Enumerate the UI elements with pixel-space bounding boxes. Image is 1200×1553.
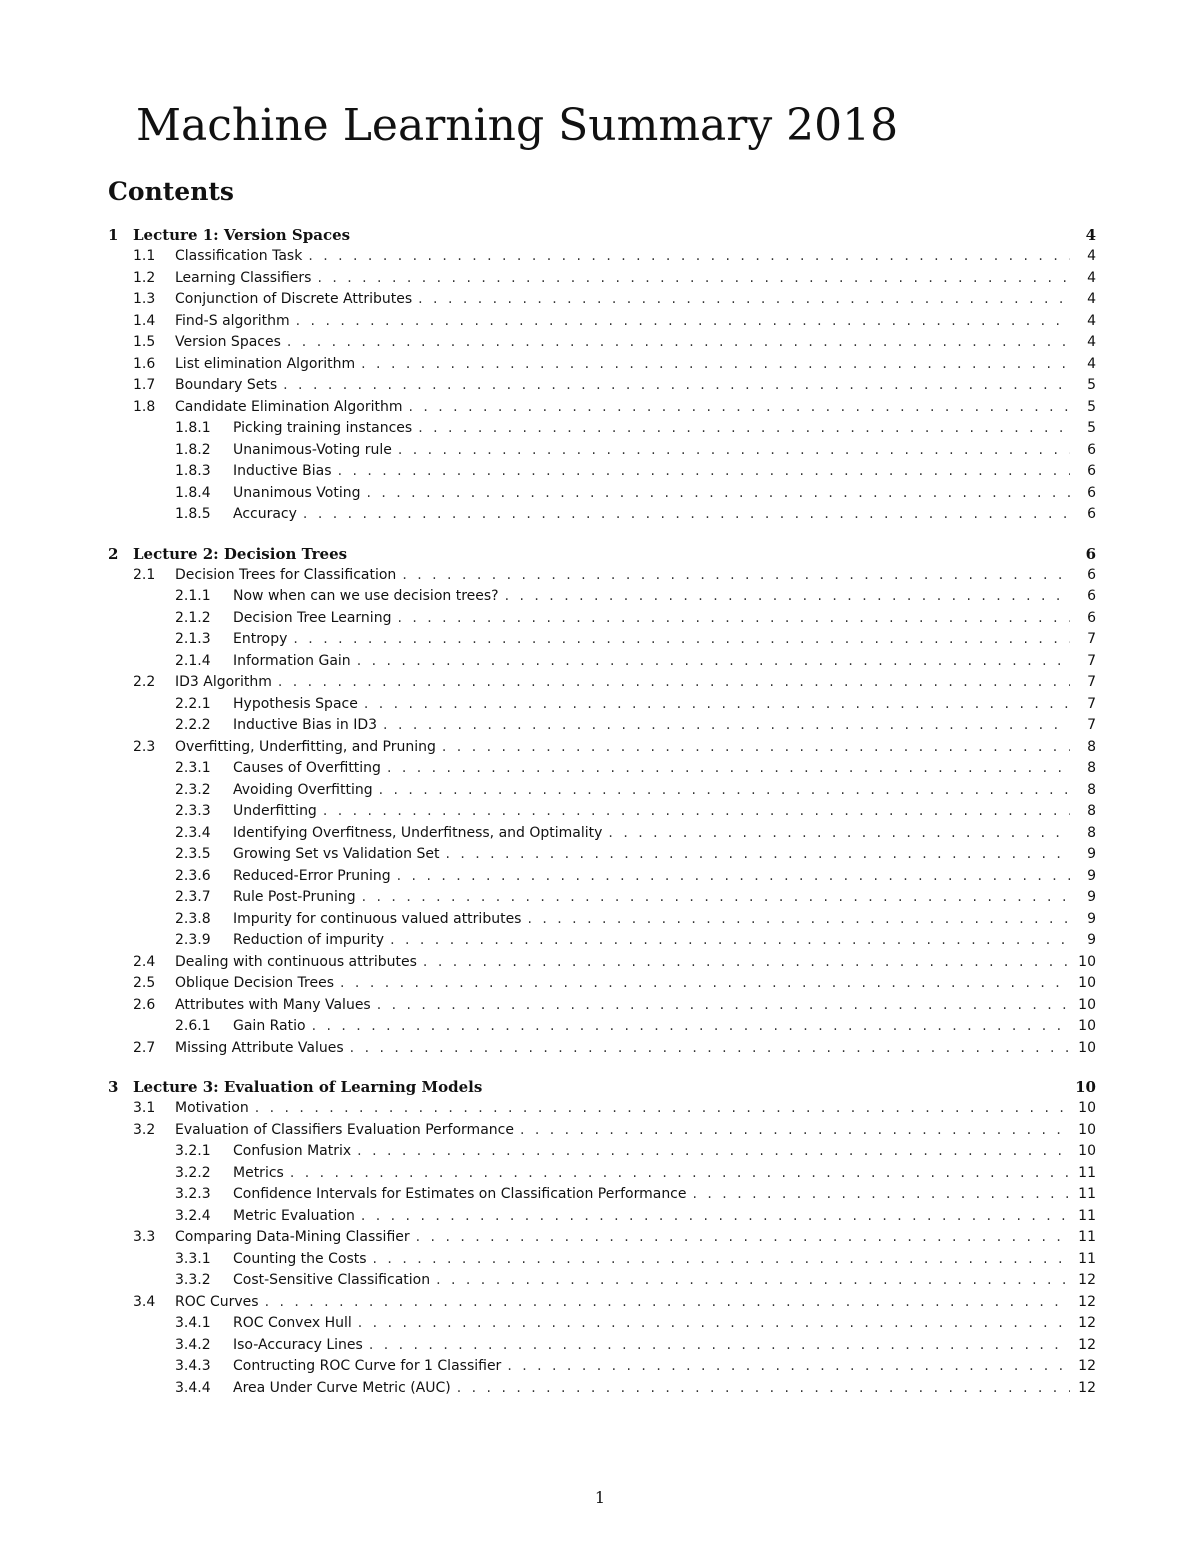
toc-entry-title[interactable]: Decision Trees for Classification bbox=[175, 566, 397, 583]
toc-dot-leader bbox=[693, 1184, 1071, 1206]
toc-entry-title[interactable]: Contructing ROC Curve for 1 Classifier bbox=[233, 1358, 502, 1374]
toc-entry-title[interactable]: Underfitting bbox=[233, 803, 317, 819]
toc-entry-page[interactable]: 10 bbox=[1078, 1121, 1096, 1138]
toc-entry-page[interactable]: 6 bbox=[1087, 506, 1096, 522]
toc-entry-page[interactable]: 10 bbox=[1075, 1078, 1096, 1096]
toc-dot-leader bbox=[397, 608, 1070, 630]
toc-entry-title[interactable]: Evaluation of Classifiers Evaluation Performance bbox=[175, 1121, 514, 1138]
toc-subsection-entry[interactable] bbox=[108, 672, 1096, 694]
toc-entry-number: 1.5 bbox=[133, 334, 156, 350]
toc-entry-number: 1.3 bbox=[133, 291, 156, 307]
toc-dot-leader bbox=[383, 715, 1070, 737]
toc-entry-title[interactable]: Lecture 1: Version Spaces bbox=[133, 226, 351, 244]
toc-subsubsection-entry[interactable] bbox=[108, 1335, 1096, 1357]
toc-dot-leader bbox=[457, 1378, 1070, 1400]
toc-entry-page[interactable]: 9 bbox=[1087, 889, 1096, 905]
toc-entry-page[interactable]: 11 bbox=[1078, 1250, 1096, 1267]
toc-subsubsection-entry[interactable] bbox=[108, 440, 1096, 462]
toc-dot-leader bbox=[255, 1098, 1070, 1120]
toc-subsection-entry[interactable] bbox=[108, 289, 1096, 311]
toc-subsection-entry[interactable] bbox=[108, 1120, 1096, 1142]
toc-entry-page[interactable]: 10 bbox=[1078, 1143, 1096, 1159]
toc-entry-title[interactable]: Classification Task bbox=[175, 248, 303, 264]
toc-subsection-entry[interactable] bbox=[108, 737, 1096, 759]
toc-entry-page[interactable]: 6 bbox=[1085, 544, 1096, 563]
toc-dot-leader bbox=[323, 801, 1070, 823]
toc-subsubsection-entry[interactable] bbox=[108, 1163, 1096, 1185]
toc-entry-number: 2.3.7 bbox=[175, 889, 211, 905]
toc-entry-title[interactable]: Unanimous Voting bbox=[233, 484, 361, 501]
toc-entry-number: 3.4.3 bbox=[175, 1358, 211, 1374]
toc-subsubsection-entry[interactable] bbox=[108, 1356, 1096, 1378]
toc-entry-title[interactable]: Version Spaces bbox=[175, 334, 281, 350]
toc-dot-leader bbox=[358, 1313, 1070, 1335]
toc-entry-number: 2.1.2 bbox=[175, 609, 211, 626]
toc-entry-number: 2.3.8 bbox=[175, 910, 211, 927]
toc-entry-page[interactable]: 8 bbox=[1087, 803, 1096, 819]
toc-entry-number: 1.8.1 bbox=[175, 420, 211, 436]
toc-dot-leader bbox=[505, 586, 1070, 608]
toc-entry-page[interactable]: 4 bbox=[1085, 226, 1096, 244]
toc-entry-page[interactable]: 10 bbox=[1078, 996, 1096, 1013]
toc-entry-number: 2.3.9 bbox=[175, 932, 211, 948]
toc-entry-page[interactable]: 5 bbox=[1087, 398, 1096, 415]
toc-subsection-entry[interactable] bbox=[108, 354, 1096, 376]
toc-subsubsection-entry[interactable] bbox=[108, 586, 1096, 608]
toc-entry-number: 3.2.2 bbox=[175, 1164, 211, 1181]
toc-entry-number: 1.8 bbox=[133, 398, 156, 415]
toc-dot-leader bbox=[312, 1016, 1070, 1038]
toc-subsection-entry[interactable] bbox=[108, 397, 1096, 419]
toc-dot-leader bbox=[377, 995, 1070, 1017]
toc-entry-title[interactable]: Reduction of impurity bbox=[233, 932, 385, 948]
toc-dot-leader bbox=[278, 672, 1070, 694]
toc-entry-number: 2.1.4 bbox=[175, 652, 211, 669]
toc-subsubsection-entry[interactable] bbox=[108, 1184, 1096, 1206]
toc-subsubsection-entry[interactable] bbox=[108, 651, 1096, 673]
toc-entry-title[interactable]: Metric Evaluation bbox=[233, 1207, 355, 1224]
toc-entry-page[interactable]: 12 bbox=[1078, 1379, 1096, 1396]
toc-entry-page[interactable]: 10 bbox=[1078, 953, 1096, 970]
toc-entry-number: 1.8.4 bbox=[175, 484, 211, 501]
toc-dot-leader bbox=[361, 354, 1070, 376]
toc-entry-number: 2.2 bbox=[133, 674, 156, 690]
document-title: Machine Learning Summary 2018 bbox=[136, 100, 899, 151]
toc-subsection-entry[interactable] bbox=[108, 1098, 1096, 1120]
toc-entry-page[interactable]: 6 bbox=[1087, 588, 1096, 604]
toc-dot-leader bbox=[308, 246, 1070, 268]
toc-entry-page[interactable]: 11 bbox=[1078, 1207, 1096, 1224]
toc-entry-page[interactable]: 6 bbox=[1087, 441, 1096, 458]
toc-subsubsection-entry[interactable] bbox=[108, 1016, 1096, 1038]
toc-entry-number: 2.3.2 bbox=[175, 781, 211, 798]
toc-entry-page[interactable]: 4 bbox=[1087, 355, 1096, 372]
toc-entry-number: 2.2.1 bbox=[175, 695, 211, 712]
toc-entry-title[interactable]: Identifying Overfitness, Underfitness, and Optimality bbox=[233, 824, 603, 841]
toc-entry-title[interactable]: Overfitting, Underfitting, and Pruning bbox=[175, 738, 436, 755]
toc-dot-leader bbox=[293, 629, 1070, 651]
toc-entry-number: 2.2.2 bbox=[175, 717, 211, 733]
toc-subsection-entry[interactable] bbox=[108, 1038, 1096, 1060]
toc-entry-page[interactable]: 8 bbox=[1087, 738, 1096, 755]
toc-subsection-entry[interactable] bbox=[108, 332, 1096, 354]
toc-entry-title[interactable]: Lecture 3: Evaluation of Learning Models bbox=[133, 1078, 483, 1096]
toc-entry-page[interactable]: 6 bbox=[1087, 484, 1096, 501]
toc-entry-number: 1.8.5 bbox=[175, 506, 211, 522]
toc-entry-page[interactable]: 10 bbox=[1078, 975, 1096, 991]
toc-dot-leader bbox=[340, 973, 1070, 995]
toc-entry-number: 1.6 bbox=[133, 355, 156, 372]
toc-dot-leader bbox=[608, 823, 1070, 845]
toc-subsubsection-entry[interactable] bbox=[108, 608, 1096, 630]
toc-dot-leader bbox=[362, 887, 1070, 909]
toc-entry-number: 2.3.3 bbox=[175, 803, 211, 819]
toc-entry-title[interactable]: Decision Tree Learning bbox=[233, 609, 392, 626]
toc-entry-page[interactable]: 6 bbox=[1087, 609, 1096, 626]
toc-entry-page[interactable]: 5 bbox=[1087, 420, 1096, 436]
toc-entry-page[interactable]: 12 bbox=[1078, 1358, 1096, 1374]
toc-entry-number: 3.2.1 bbox=[175, 1143, 211, 1159]
toc-entry-page[interactable]: 7 bbox=[1087, 717, 1096, 733]
toc-entry-title[interactable]: Attributes with Many Values bbox=[175, 996, 371, 1013]
toc-entry-title[interactable]: Growing Set vs Validation Set bbox=[233, 846, 440, 862]
toc-dot-leader bbox=[361, 1206, 1070, 1228]
toc-subsection-entry[interactable] bbox=[108, 311, 1096, 333]
toc-entry-page[interactable]: 11 bbox=[1078, 1186, 1096, 1202]
toc-entry-number: 3.3.1 bbox=[175, 1250, 211, 1267]
toc-dot-leader bbox=[423, 952, 1070, 974]
toc-entry-number: 2.1.1 bbox=[175, 588, 211, 604]
toc-dot-leader bbox=[402, 565, 1070, 587]
toc-entry-number: 1.1 bbox=[133, 248, 156, 264]
toc-subsubsection-entry[interactable] bbox=[108, 866, 1096, 888]
toc-entry-page[interactable]: 7 bbox=[1087, 695, 1096, 712]
toc-subsubsection-entry[interactable] bbox=[108, 1206, 1096, 1228]
toc-dot-leader bbox=[303, 504, 1070, 526]
toc-entry-title[interactable]: Entropy bbox=[233, 631, 288, 647]
toc-entry-page[interactable]: 7 bbox=[1087, 631, 1096, 647]
toc-entry-number: 3 bbox=[108, 1078, 119, 1096]
toc-dot-leader bbox=[507, 1356, 1070, 1378]
toc-entry-page[interactable]: 12 bbox=[1078, 1293, 1096, 1310]
toc-entry-title[interactable]: Cost-Sensitive Classification bbox=[233, 1272, 431, 1288]
toc-entry-number: 1.8.3 bbox=[175, 463, 211, 479]
toc-entry-number: 3.2 bbox=[133, 1121, 156, 1138]
toc-entry-title[interactable]: Causes of Overfitting bbox=[233, 760, 381, 776]
toc-subsubsection-entry[interactable] bbox=[108, 930, 1096, 952]
toc-entry-number: 2.6 bbox=[133, 996, 156, 1013]
toc-entry-title[interactable]: Learning Classifiers bbox=[175, 269, 312, 286]
toc-entry-title[interactable]: Information Gain bbox=[233, 652, 351, 669]
toc-entry-title[interactable]: Accuracy bbox=[233, 506, 297, 522]
toc-entry-number: 2.3.5 bbox=[175, 846, 211, 862]
toc-subsubsection-entry[interactable] bbox=[108, 715, 1096, 737]
toc-subsubsection-entry[interactable] bbox=[108, 418, 1096, 440]
toc-subsubsection-entry[interactable] bbox=[108, 694, 1096, 716]
toc-dot-leader bbox=[520, 1120, 1070, 1142]
toc-dot-leader bbox=[436, 1270, 1070, 1292]
toc-entry-number: 1.7 bbox=[133, 377, 156, 393]
toc-entry-title[interactable]: Unanimous-Voting rule bbox=[233, 441, 392, 458]
toc-entry-number: 2 bbox=[108, 544, 119, 563]
toc-subsubsection-entry[interactable] bbox=[108, 1249, 1096, 1271]
toc-subsubsection-entry[interactable] bbox=[108, 823, 1096, 845]
toc-dot-leader bbox=[398, 440, 1070, 462]
toc-entry-page[interactable]: 7 bbox=[1087, 652, 1096, 669]
toc-dot-leader bbox=[408, 397, 1070, 419]
toc-entry-title[interactable]: Find-S algorithm bbox=[175, 312, 290, 329]
toc-entry-page[interactable]: 5 bbox=[1087, 377, 1096, 393]
toc-entry-page[interactable]: 9 bbox=[1087, 910, 1096, 927]
toc-entry-title[interactable]: Picking training instances bbox=[233, 420, 413, 436]
toc-entry-number: 3.1 bbox=[133, 1100, 156, 1116]
toc-dot-leader bbox=[527, 909, 1070, 931]
toc-dot-leader bbox=[265, 1292, 1070, 1314]
toc-entry-number: 3.2.3 bbox=[175, 1186, 211, 1202]
toc-entry-page[interactable]: 9 bbox=[1087, 846, 1096, 862]
toc-subsubsection-entry[interactable] bbox=[108, 504, 1096, 526]
toc-subsubsection-entry[interactable] bbox=[108, 758, 1096, 780]
toc-entry-page[interactable]: 6 bbox=[1087, 463, 1096, 479]
toc-entry-number: 2.1 bbox=[133, 566, 156, 583]
toc-subsection-entry[interactable] bbox=[108, 268, 1096, 290]
toc-dot-leader bbox=[373, 1249, 1070, 1271]
toc-dot-leader bbox=[338, 461, 1070, 483]
toc-entry-number: 1.4 bbox=[133, 312, 156, 329]
toc-subsubsection-entry[interactable] bbox=[108, 844, 1096, 866]
toc-entry-page[interactable]: 9 bbox=[1087, 867, 1096, 884]
toc-entry-page[interactable]: 12 bbox=[1078, 1315, 1096, 1331]
toc-section-entry[interactable] bbox=[108, 1076, 1096, 1098]
toc-entry-number: 1.8.2 bbox=[175, 441, 211, 458]
table-of-contents bbox=[108, 224, 1096, 1399]
toc-subsubsection-entry[interactable] bbox=[108, 1313, 1096, 1335]
toc-entry-page[interactable]: 4 bbox=[1087, 269, 1096, 286]
toc-subsubsection-entry[interactable] bbox=[108, 483, 1096, 505]
toc-entry-title[interactable]: Now when can we use decision trees? bbox=[233, 588, 499, 604]
toc-entry-title[interactable]: ROC Convex Hull bbox=[233, 1315, 352, 1331]
toc-entry-page[interactable]: 11 bbox=[1078, 1164, 1096, 1181]
toc-entry-number: 3.4.2 bbox=[175, 1336, 211, 1353]
toc-dot-leader bbox=[366, 483, 1070, 505]
toc-subsection-entry[interactable] bbox=[108, 1292, 1096, 1314]
toc-entry-title[interactable]: Dealing with continuous attributes bbox=[175, 953, 417, 970]
toc-entry-page[interactable]: 12 bbox=[1078, 1272, 1096, 1288]
toc-entry-number: 2.3 bbox=[133, 738, 156, 755]
toc-entry-page[interactable]: 4 bbox=[1087, 291, 1096, 307]
toc-entry-title[interactable]: Missing Attribute Values bbox=[175, 1039, 344, 1056]
toc-entry-title[interactable]: ROC Curves bbox=[175, 1293, 259, 1310]
toc-entry-title[interactable]: Reduced-Error Pruning bbox=[233, 867, 391, 884]
toc-subsection-entry[interactable] bbox=[108, 973, 1096, 995]
toc-dot-leader bbox=[416, 1227, 1070, 1249]
toc-entry-title[interactable]: Area Under Curve Metric (AUC) bbox=[233, 1379, 451, 1396]
toc-entry-page[interactable]: 10 bbox=[1078, 1100, 1096, 1116]
toc-entry-title[interactable]: Boundary Sets bbox=[175, 377, 278, 393]
toc-entry-title[interactable]: Inductive Bias in ID3 bbox=[233, 717, 378, 733]
toc-entry-number: 3.3.2 bbox=[175, 1272, 211, 1288]
toc-subsection-entry[interactable] bbox=[108, 375, 1096, 397]
toc-dot-leader bbox=[283, 375, 1070, 397]
toc-entry-number: 2.3.6 bbox=[175, 867, 211, 884]
toc-entry-number: 3.4.4 bbox=[175, 1379, 211, 1396]
toc-dot-leader bbox=[387, 758, 1070, 780]
toc-entry-title[interactable]: Confidence Intervals for Estimates on Classification Performance bbox=[233, 1186, 687, 1202]
toc-entry-number: 3.2.4 bbox=[175, 1207, 211, 1224]
toc-subsection-entry[interactable] bbox=[108, 565, 1096, 587]
toc-subsubsection-entry[interactable] bbox=[108, 909, 1096, 931]
toc-dot-leader bbox=[442, 737, 1070, 759]
toc-entry-number: 3.4.1 bbox=[175, 1315, 211, 1331]
toc-dot-leader bbox=[357, 1141, 1070, 1163]
toc-subsubsection-entry[interactable] bbox=[108, 780, 1096, 802]
toc-subsubsection-entry[interactable] bbox=[108, 887, 1096, 909]
toc-entry-number: 2.3.4 bbox=[175, 824, 211, 841]
toc-dot-leader bbox=[296, 311, 1070, 333]
toc-dot-leader bbox=[379, 780, 1070, 802]
toc-subsection-entry[interactable] bbox=[108, 246, 1096, 268]
toc-dot-leader bbox=[357, 651, 1070, 673]
toc-entry-title[interactable]: Candidate Elimination Algorithm bbox=[175, 398, 403, 415]
toc-entry-number: 2.7 bbox=[133, 1039, 156, 1056]
toc-entry-page[interactable]: 8 bbox=[1087, 824, 1096, 841]
toc-subsubsection-entry[interactable] bbox=[108, 1270, 1096, 1292]
toc-dot-leader bbox=[290, 1163, 1070, 1185]
toc-entry-title[interactable]: Metrics bbox=[233, 1164, 284, 1181]
toc-entry-page[interactable]: 10 bbox=[1078, 1018, 1096, 1034]
toc-dot-leader bbox=[364, 694, 1070, 716]
toc-dot-leader bbox=[317, 268, 1070, 290]
toc-dot-leader bbox=[418, 418, 1070, 440]
toc-entry-title[interactable]: Motivation bbox=[175, 1100, 249, 1116]
toc-subsection-entry[interactable] bbox=[108, 995, 1096, 1017]
toc-entry-page[interactable]: 6 bbox=[1087, 566, 1096, 583]
toc-entry-title[interactable]: List elimination Algorithm bbox=[175, 355, 356, 372]
toc-dot-leader bbox=[287, 332, 1070, 354]
toc-entry-title[interactable]: Comparing Data-Mining Classifier bbox=[175, 1229, 410, 1245]
toc-entry-title[interactable]: ID3 Algorithm bbox=[175, 674, 272, 690]
toc-entry-page[interactable]: 4 bbox=[1087, 334, 1096, 350]
toc-subsubsection-entry[interactable] bbox=[108, 1141, 1096, 1163]
toc-entry-title[interactable]: Avoiding Overfitting bbox=[233, 781, 373, 798]
toc-entry-number: 2.5 bbox=[133, 975, 156, 991]
toc-entry-title[interactable]: Impurity for continuous valued attributes bbox=[233, 910, 522, 927]
contents-heading: Contents bbox=[108, 177, 235, 206]
toc-entry-page[interactable]: 10 bbox=[1078, 1039, 1096, 1056]
toc-entry-page[interactable]: 12 bbox=[1078, 1336, 1096, 1353]
toc-entry-number: 2.4 bbox=[133, 953, 156, 970]
toc-entry-page[interactable]: 9 bbox=[1087, 932, 1096, 948]
toc-entry-title[interactable]: Inductive Bias bbox=[233, 463, 332, 479]
toc-entry-title[interactable]: Lecture 2: Decision Trees bbox=[133, 544, 348, 563]
toc-entry-title[interactable]: Confusion Matrix bbox=[233, 1143, 352, 1159]
toc-entry-title[interactable]: Hypothesis Space bbox=[233, 695, 358, 712]
toc-entry-title[interactable]: Gain Ratio bbox=[233, 1018, 306, 1034]
toc-section-entry[interactable] bbox=[108, 543, 1096, 565]
toc-entry-title[interactable]: Oblique Decision Trees bbox=[175, 975, 335, 991]
toc-dot-leader bbox=[397, 866, 1070, 888]
toc-subsubsection-entry[interactable] bbox=[108, 801, 1096, 823]
toc-entry-title[interactable]: Conjunction of Discrete Attributes bbox=[175, 291, 413, 307]
toc-entry-page[interactable]: 11 bbox=[1078, 1229, 1096, 1245]
toc-entry-page[interactable]: 8 bbox=[1087, 760, 1096, 776]
toc-entry-page[interactable]: 8 bbox=[1087, 781, 1096, 798]
toc-entry-page[interactable]: 4 bbox=[1087, 312, 1096, 329]
toc-dot-leader bbox=[350, 1038, 1070, 1060]
page-number: 1 bbox=[594, 1488, 606, 1507]
toc-subsubsection-entry[interactable] bbox=[108, 461, 1096, 483]
toc-dot-leader bbox=[445, 844, 1070, 866]
toc-subsubsection-entry[interactable] bbox=[108, 1378, 1096, 1400]
toc-entry-number: 3.3 bbox=[133, 1229, 156, 1245]
toc-dot-leader bbox=[369, 1335, 1070, 1357]
toc-subsection-entry[interactable] bbox=[108, 952, 1096, 974]
toc-subsubsection-entry[interactable] bbox=[108, 629, 1096, 651]
toc-entry-number: 1 bbox=[108, 226, 119, 244]
toc-entry-number: 2.3.1 bbox=[175, 760, 211, 776]
toc-dot-leader bbox=[418, 289, 1070, 311]
toc-dot-leader bbox=[390, 930, 1070, 952]
toc-entry-number: 1.2 bbox=[133, 269, 156, 286]
toc-entry-title[interactable]: Counting the Costs bbox=[233, 1250, 367, 1267]
toc-entry-title[interactable]: Iso-Accuracy Lines bbox=[233, 1336, 363, 1353]
toc-subsection-entry[interactable] bbox=[108, 1227, 1096, 1249]
toc-section-entry[interactable] bbox=[108, 224, 1096, 246]
toc-entry-page[interactable]: 7 bbox=[1087, 674, 1096, 690]
toc-entry-page[interactable]: 4 bbox=[1087, 248, 1096, 264]
toc-entry-number: 2.6.1 bbox=[175, 1018, 211, 1034]
toc-entry-title[interactable]: Rule Post-Pruning bbox=[233, 889, 356, 905]
toc-entry-number: 2.1.3 bbox=[175, 631, 211, 647]
toc-entry-number: 3.4 bbox=[133, 1293, 156, 1310]
